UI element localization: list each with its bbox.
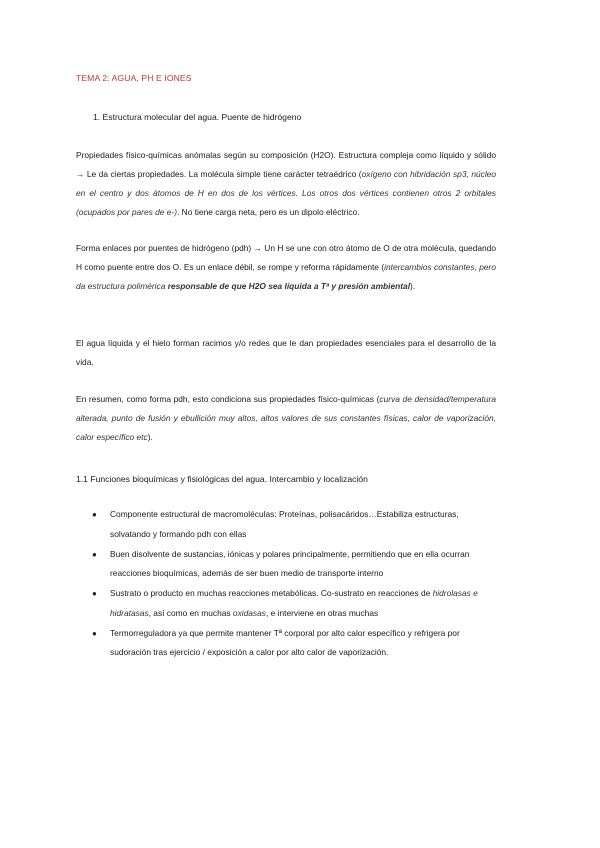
list-item [90,505,500,544]
list-item-italic-1: hidrolasas e hidratasas [110,588,478,618]
list-item-text-a: Sustrato o producto en muchas reacciones metabólicas. Co-sustrato en reacciones de [110,588,433,598]
bullet-icon: ● [92,589,97,598]
bullet-icon: ● [92,510,97,519]
bullet-icon: ● [92,628,97,638]
list-item-text: Buen disolvente de sustancias, iónicas y polares principalmente, permitiendo que en ella ocurran reacciones bioquímicas, además de ser buen medio de transporte interno [110,548,470,578]
list-item-text-c: , así como en muchas [148,607,233,618]
paragraph-3: El agua líquida y el hielo forman racimos y/o redes que le dan propiedades esenciales para el desarrollo de la vida. [76,338,496,367]
paragraph-2-bold-italic: responsable de que H2O sea líquida a Tª y presión ambiental [167,281,411,291]
paragraph-1-italic: oxígeno con hibridación sp3, núcleo en el centro y dos átomos de H en dos de los vértices. Los otros dos vértices contienen otros 2 orbitales (ocupados por pares de e-) [76,169,496,217]
list-item-italic-2: oxidasas [232,607,266,618]
page-title: TEMA 2: AGUA, PH E IONES [76,73,192,83]
paragraph-4-text-c: ). [147,432,153,442]
list-item [90,545,500,584]
paragraph-1 [76,146,496,222]
paragraph-4-italic: curva de densidad/temperatura alterada, punto de fusión y ebullición muy altos, altos valores de sus constantes físicas, calor de vaporización, calor específico etc [76,394,496,442]
list-item [90,584,500,623]
paragraph-2-text-d: ). [410,281,416,291]
bullet-icon: ● [92,549,97,559]
list-item [90,624,500,663]
paragraph-1-text-a: Propiedades físico-químicas anómalas según su composición (H2O). Estructura compleja como líquido y sólido → Le da ciertas propiedades. La molécula simple tiene carácter tetraédrico ( [76,150,496,179]
paragraph-2 [76,239,496,296]
section-heading-1: 1. Estructura molecular del agua. Puente de hidrógeno [93,112,302,122]
paragraph-2-text-a: Forma enlaces por puentes de hidrógeno (pdh) → Un H se une con otro átomo de O de otra molécula, quedando H como puente entre dos O. Es un enlace débil, se rompe y reforma rápidamente ( [76,243,496,272]
functions-list [90,505,500,663]
list-item-text: Termorreguladora ya que permite mantener Tª corporal por alto calor específico y refrigera por sudoración tras ejercicio / exposición a calor por alto calor de vaporización. [110,627,460,657]
paragraph-4 [76,390,496,447]
paragraph-1-text-c: . No tiene carga neta, pero es un dipolo eléctrico. [177,207,360,217]
list-item-text: Componente estructural de macromoléculas: Proteínas, polisacáridos…Estabiliza estructuras, solvatando y formando pdh con ellas [110,509,459,539]
paragraph-4-text-a: En resumen, como forma pdh, esto condiciona sus propiedades físico-químicas ( [76,394,380,404]
list-item-text-e: , e interviene en otras muchas [265,607,379,618]
section-heading-1-1: 1.1 Funciones bioquímicas y fisiológicas del agua. Intercambio y localización [76,474,368,484]
paragraph-2-italic: intercambios constantes, pero da estructura polimérica [76,262,496,291]
